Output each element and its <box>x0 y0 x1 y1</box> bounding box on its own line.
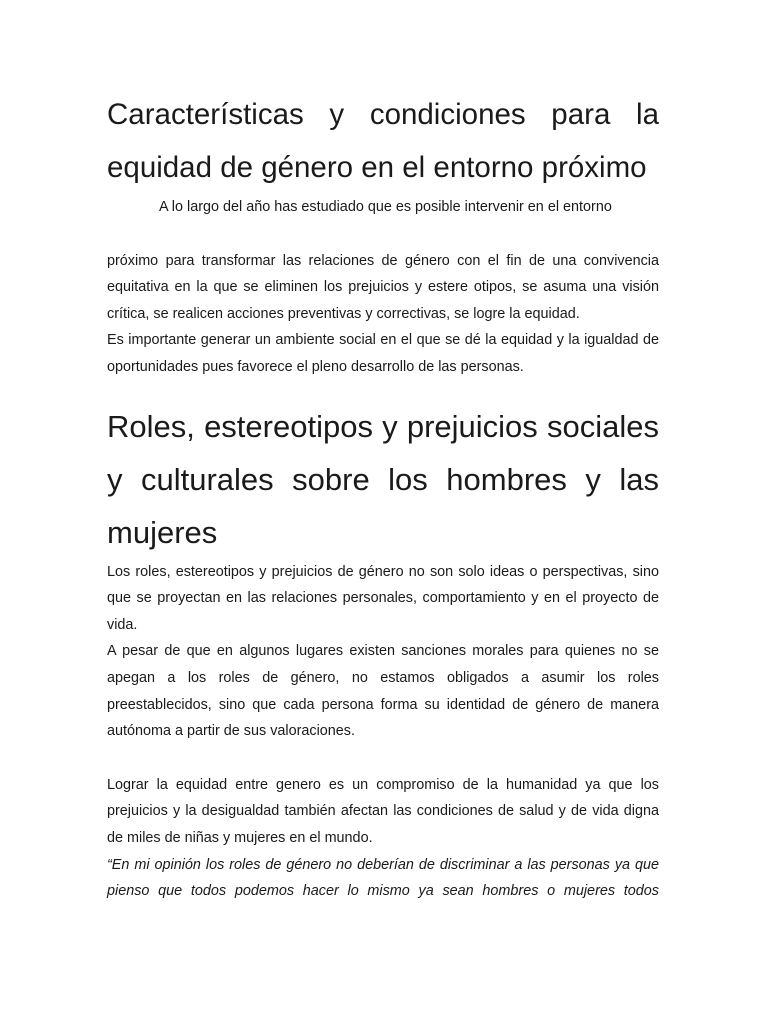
section-2-paragraph-2: A pesar de que en algunos lugares existen sanciones morales para quienes no se apegan a los roles de género, no estamos obligados a asumir los roles preestablecidos, sino que cada persona forma su identidad de género de manera autónoma a partir de sus valoraciones. <box>107 643 659 740</box>
section-1-intro: A lo largo del año has estudiado que es posible intervenir en el entorno <box>159 199 612 215</box>
section-1-heading: Características y condiciones para la equidad de género en el entorno próximo <box>107 98 659 184</box>
section-2-heading: Roles, estereotipos y prejuicios sociales y culturales sobre los hombres y las mujeres <box>107 408 659 550</box>
document-page <box>107 88 659 905</box>
opinion-quote: “En mi opinión los roles de género no deberían de discriminar a las personas ya que pienso que todos podemos hacer lo mismo ya sean hombres o mujeres todos <box>107 856 659 900</box>
section-1-paragraph-2: Es importante generar un ambiente social en el que se dé la equidad y la igualdad de oportunidades pues favorece el pleno desarrollo de las personas. <box>107 332 659 375</box>
spacer <box>107 745 659 772</box>
section-1-paragraph-1: próximo para transformar las relaciones de género con el fin de una convivencia equitativa en la que se eliminen los prejuicios y estere otipos, se asuma una visión crítica, se realicen acciones preventivas y correctivas, se logre la equidad. <box>107 252 659 322</box>
section-2-paragraph-3: Lograr la equidad entre genero es un compromiso de la humanidad ya que los prejuicios y la desigualdad también afectan las condiciones de salud y de vida digna de miles de niñas y mujeres en el mundo. <box>107 776 659 846</box>
spacer <box>107 221 659 248</box>
section-2-paragraph-1: Los roles, estereotipos y prejuicios de género no son solo ideas o perspectivas, sino que se proyectan en las relaciones personales, comportamiento y en el proyecto de vida. <box>107 563 659 633</box>
